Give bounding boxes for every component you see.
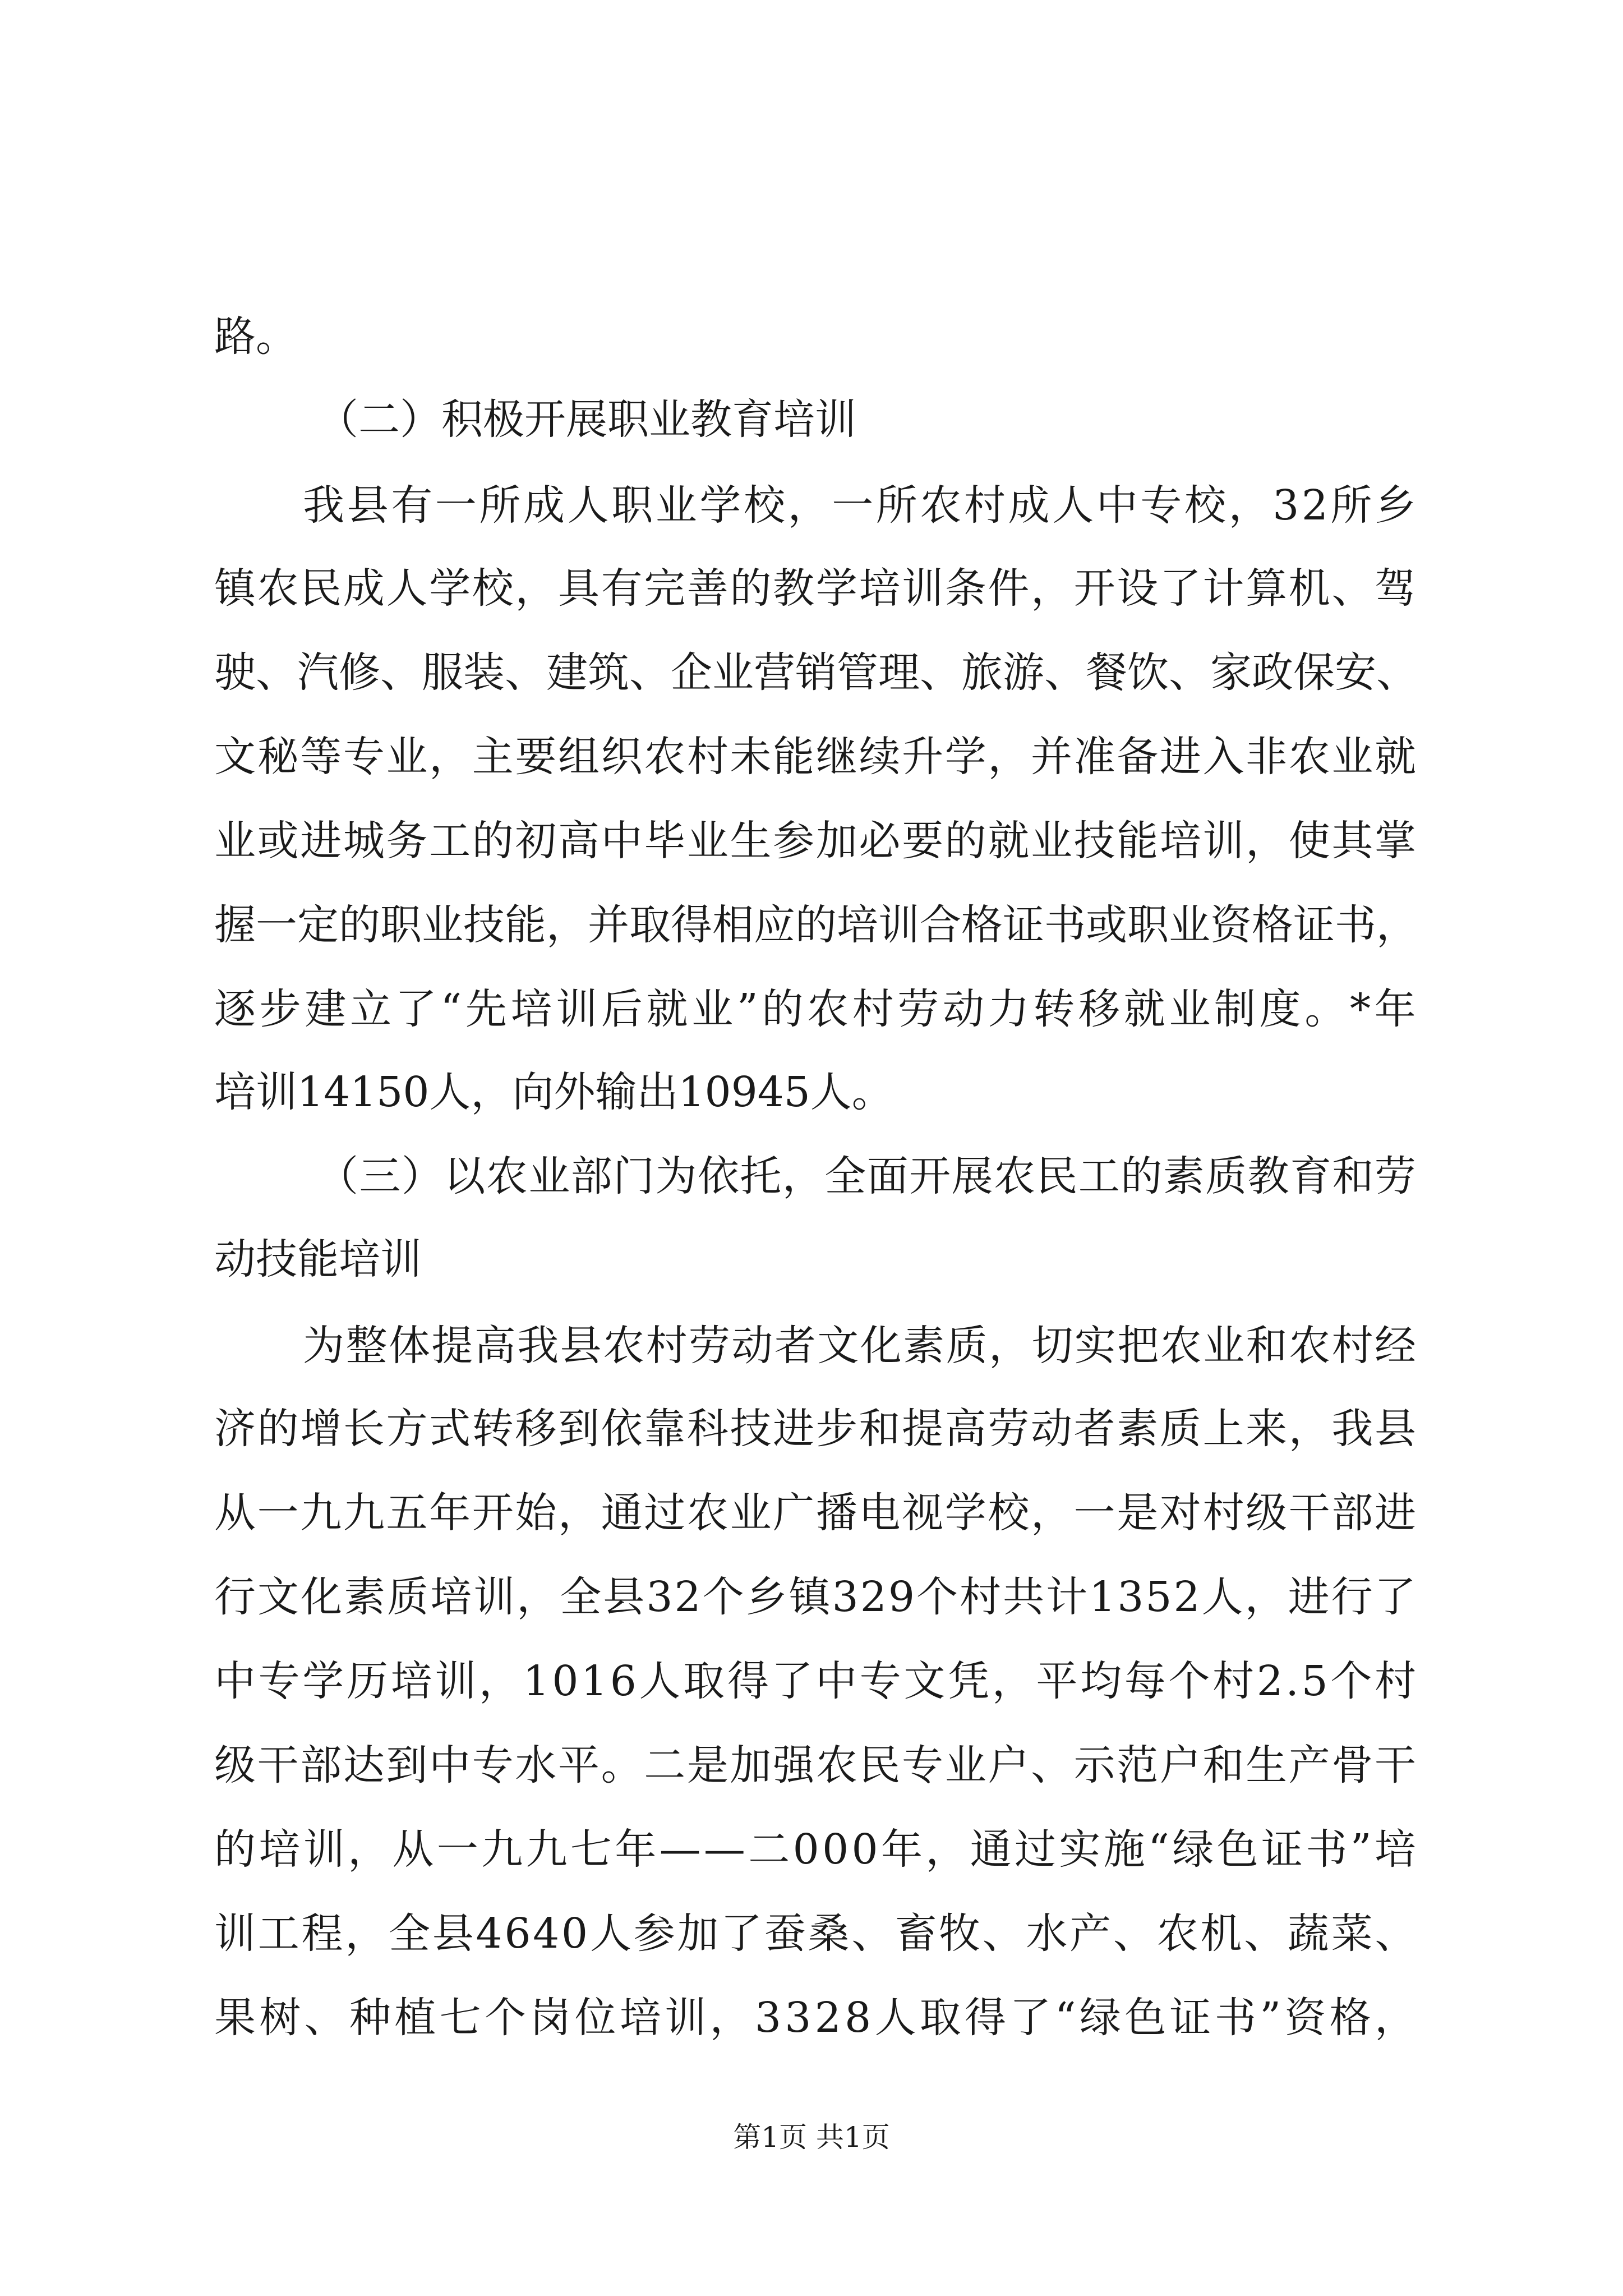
body-text-line: 我县有一所成人职业学校，一所农村成人中专校，32所乡 — [303, 481, 1419, 530]
body-text-line: 文秘等专业，主要组织农村未能继续升学，并准备进入非农业就 — [214, 733, 1418, 781]
body-text-line: 的培训，从一九九七年——二000年，通过实施“绿色证书”培 — [214, 1825, 1419, 1874]
body-text-line: 中专学历培训，1016人取得了中专文凭，平均每个村2.5个村 — [214, 1657, 1419, 1705]
body-text-line: 逐步建立了“先培训后就业”的农村劳动力转移就业制度。*年 — [214, 985, 1420, 1033]
body-text-line: 培训14150人，向外输出10945人。 — [214, 1068, 893, 1116]
body-text-line: 业或进城务工的初高中毕业生参加必要的就业技能培训，使其掌 — [214, 817, 1418, 865]
body-text-line: 济的增长方式转移到依靠科技进步和提高劳动者素质上来，我县 — [214, 1405, 1418, 1453]
page-footer: 第1页 共1页 — [733, 2121, 890, 2154]
body-text-line: 镇农民成人学校，具有完善的教学培训条件，开设了计算机、驾 — [214, 564, 1418, 613]
body-text-line: 从一九九五年开始，通过农业广播电视学校，一是对村级干部进 — [214, 1489, 1418, 1537]
body-text-line: 训工程，全县4640人参加了蚕桑、畜牧、水产、农机、蔬菜、 — [214, 1910, 1419, 1958]
body-text-line: 行文化素质培训，全县32个乡镇329个村共计1352人，进行了 — [214, 1573, 1418, 1621]
body-text-line: 为整体提高我县农村劳动者文化素质，切实把农业和农村经 — [303, 1322, 1418, 1370]
section-heading: 动技能培训 — [214, 1235, 422, 1283]
section-heading: （二）积极开展职业教育培训 — [317, 395, 856, 444]
body-text-line: 路。 — [214, 312, 297, 361]
section-heading: （三）以农业部门为依托，全面开展农民工的素质教育和劳 — [317, 1152, 1417, 1200]
body-text-line: 果树、种植七个岗位培训，3328人取得了“绿色证书”资格， — [214, 1994, 1420, 2042]
body-text-line: 级干部达到中专水平。二是加强农民专业户、示范户和生产骨干 — [214, 1741, 1418, 1789]
body-text-line: 驶、汽修、服装、建筑、企业营销管理、旅游、餐饮、家政保安、 — [214, 648, 1418, 697]
body-text-line: 握一定的职业技能，并取得相应的培训合格证书或职业资格证书， — [214, 901, 1418, 949]
